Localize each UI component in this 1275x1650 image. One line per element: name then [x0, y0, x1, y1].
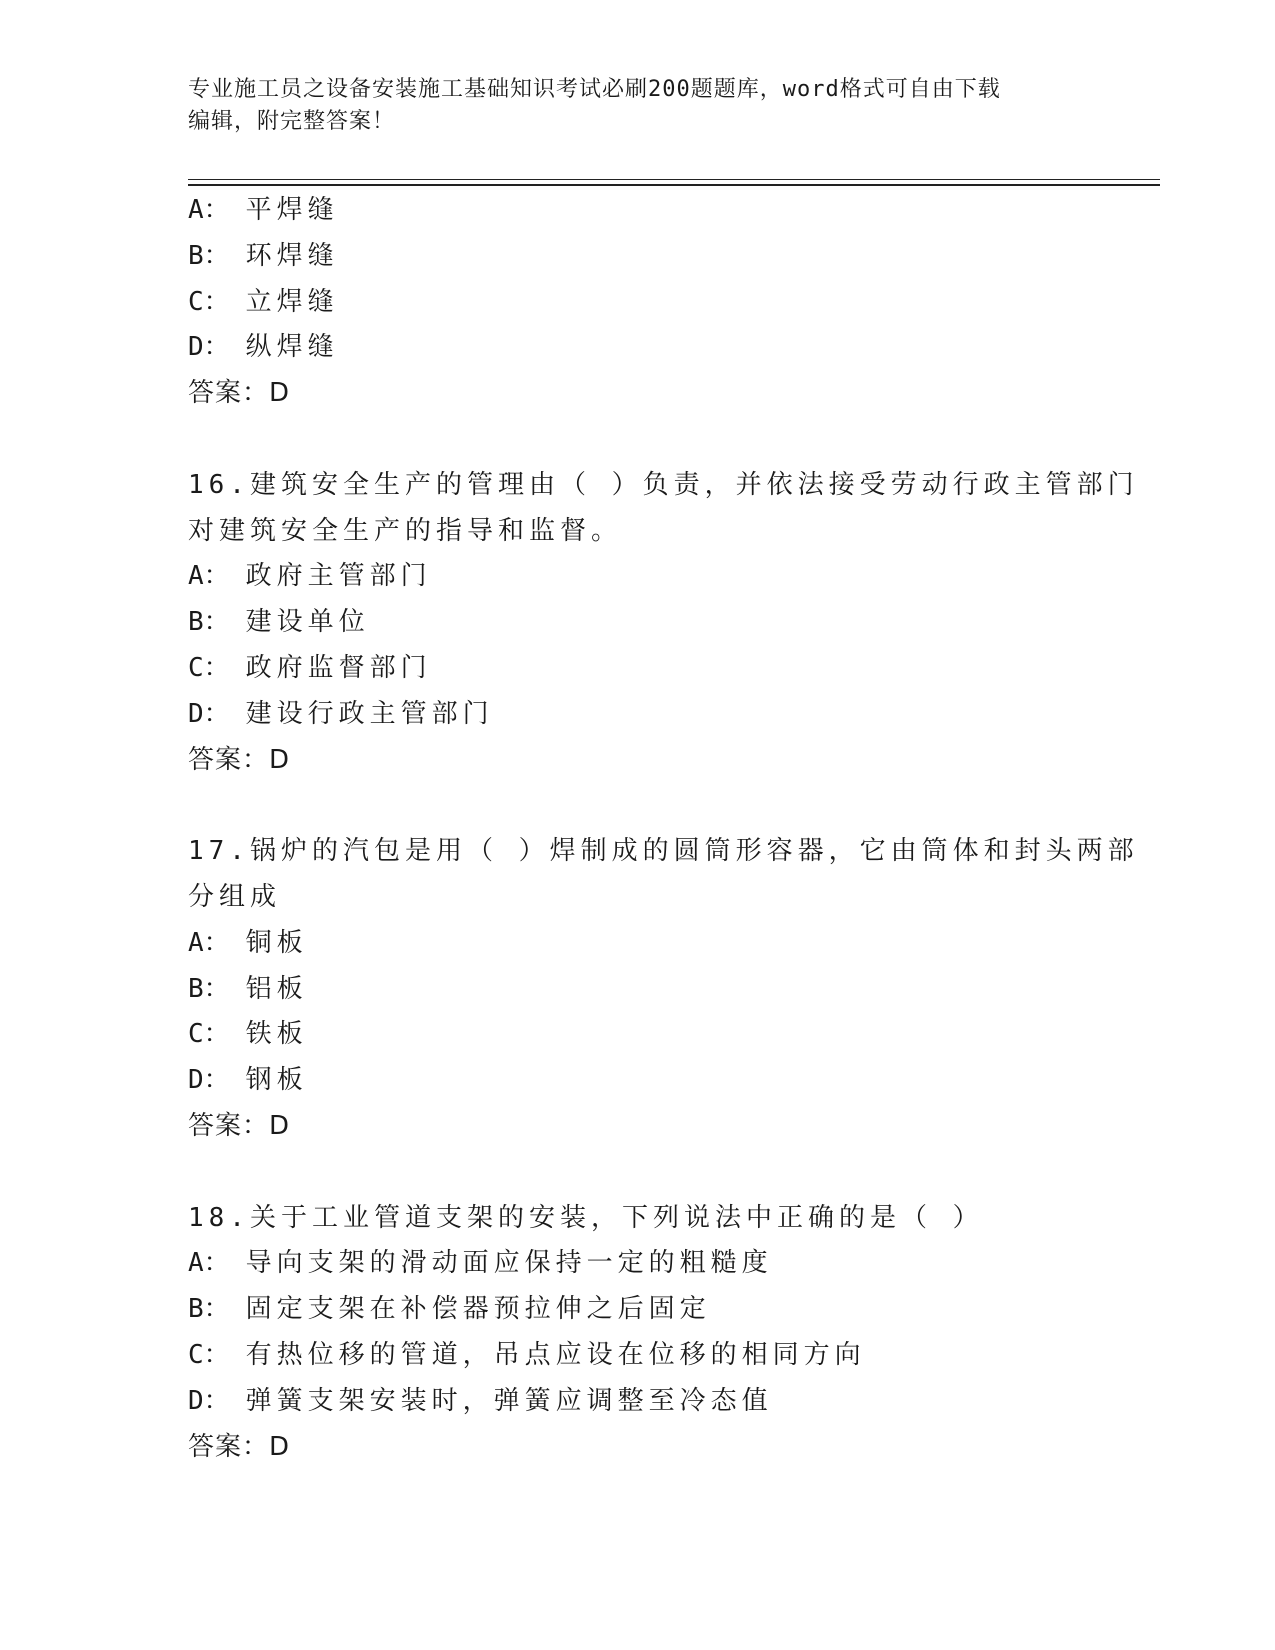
option-c: C： 铁板	[188, 1019, 308, 1050]
option-a: A： 铜板	[188, 927, 308, 958]
option-b: B： 建设单位	[188, 607, 370, 638]
header-line-2: 编辑，附完整答案！	[188, 109, 396, 134]
question-15-continued	[188, 188, 1088, 417]
option-d: D： 建设行政主管部门	[188, 698, 494, 729]
header-rule-top	[188, 179, 1160, 180]
option-d: D： 钢板	[188, 1065, 308, 1096]
header-rule-bottom	[188, 184, 1160, 186]
question-16	[188, 463, 1139, 784]
answer-line: 答案：D	[188, 1431, 291, 1462]
option-b: B： 环焊缝	[188, 240, 339, 271]
question-17	[188, 829, 1139, 1150]
option-c: C： 政府监督部门	[188, 652, 432, 683]
option-b: B： 铝板	[188, 973, 308, 1004]
answer-line: 答案：D	[188, 1110, 291, 1141]
answer-line: 答案：D	[188, 378, 291, 409]
option-b: B： 固定支架在补偿器预拉伸之后固定	[188, 1294, 711, 1325]
document-header	[188, 74, 1088, 138]
option-d: D： 纵焊缝	[188, 332, 339, 363]
option-a: A： 导向支架的滑动面应保持一定的粗糙度	[188, 1248, 773, 1279]
option-a: A： 政府主管部门	[188, 561, 432, 592]
question-stem: 16.建筑安全生产的管理由（ ）负责，并依法接受劳动行政主管部门 对建筑安全生产的指导和监督。	[188, 469, 1139, 546]
option-c: C： 有热位移的管道，吊点应设在位移的相同方向	[188, 1339, 866, 1370]
question-list	[188, 188, 1139, 1470]
option-a: A： 平焊缝	[188, 195, 339, 225]
option-c: C： 立焊缝	[188, 286, 339, 317]
answer-line: 答案：D	[188, 744, 291, 775]
header-line-1: 专业施工员之设备安装施工基础知识考试必刷200题题库，word格式可自由下载	[188, 77, 1001, 102]
option-d: D： 弹簧支架安装时，弹簧应调整至冷态值	[188, 1385, 773, 1416]
question-18	[188, 1196, 1088, 1471]
question-stem: 18.关于工业管道支架的安装，下列说法中正确的是（ ）	[188, 1202, 984, 1233]
question-stem: 17.锅炉的汽包是用（ ）焊制成的圆筒形容器，它由筒体和封头两部 分组成	[188, 836, 1139, 912]
